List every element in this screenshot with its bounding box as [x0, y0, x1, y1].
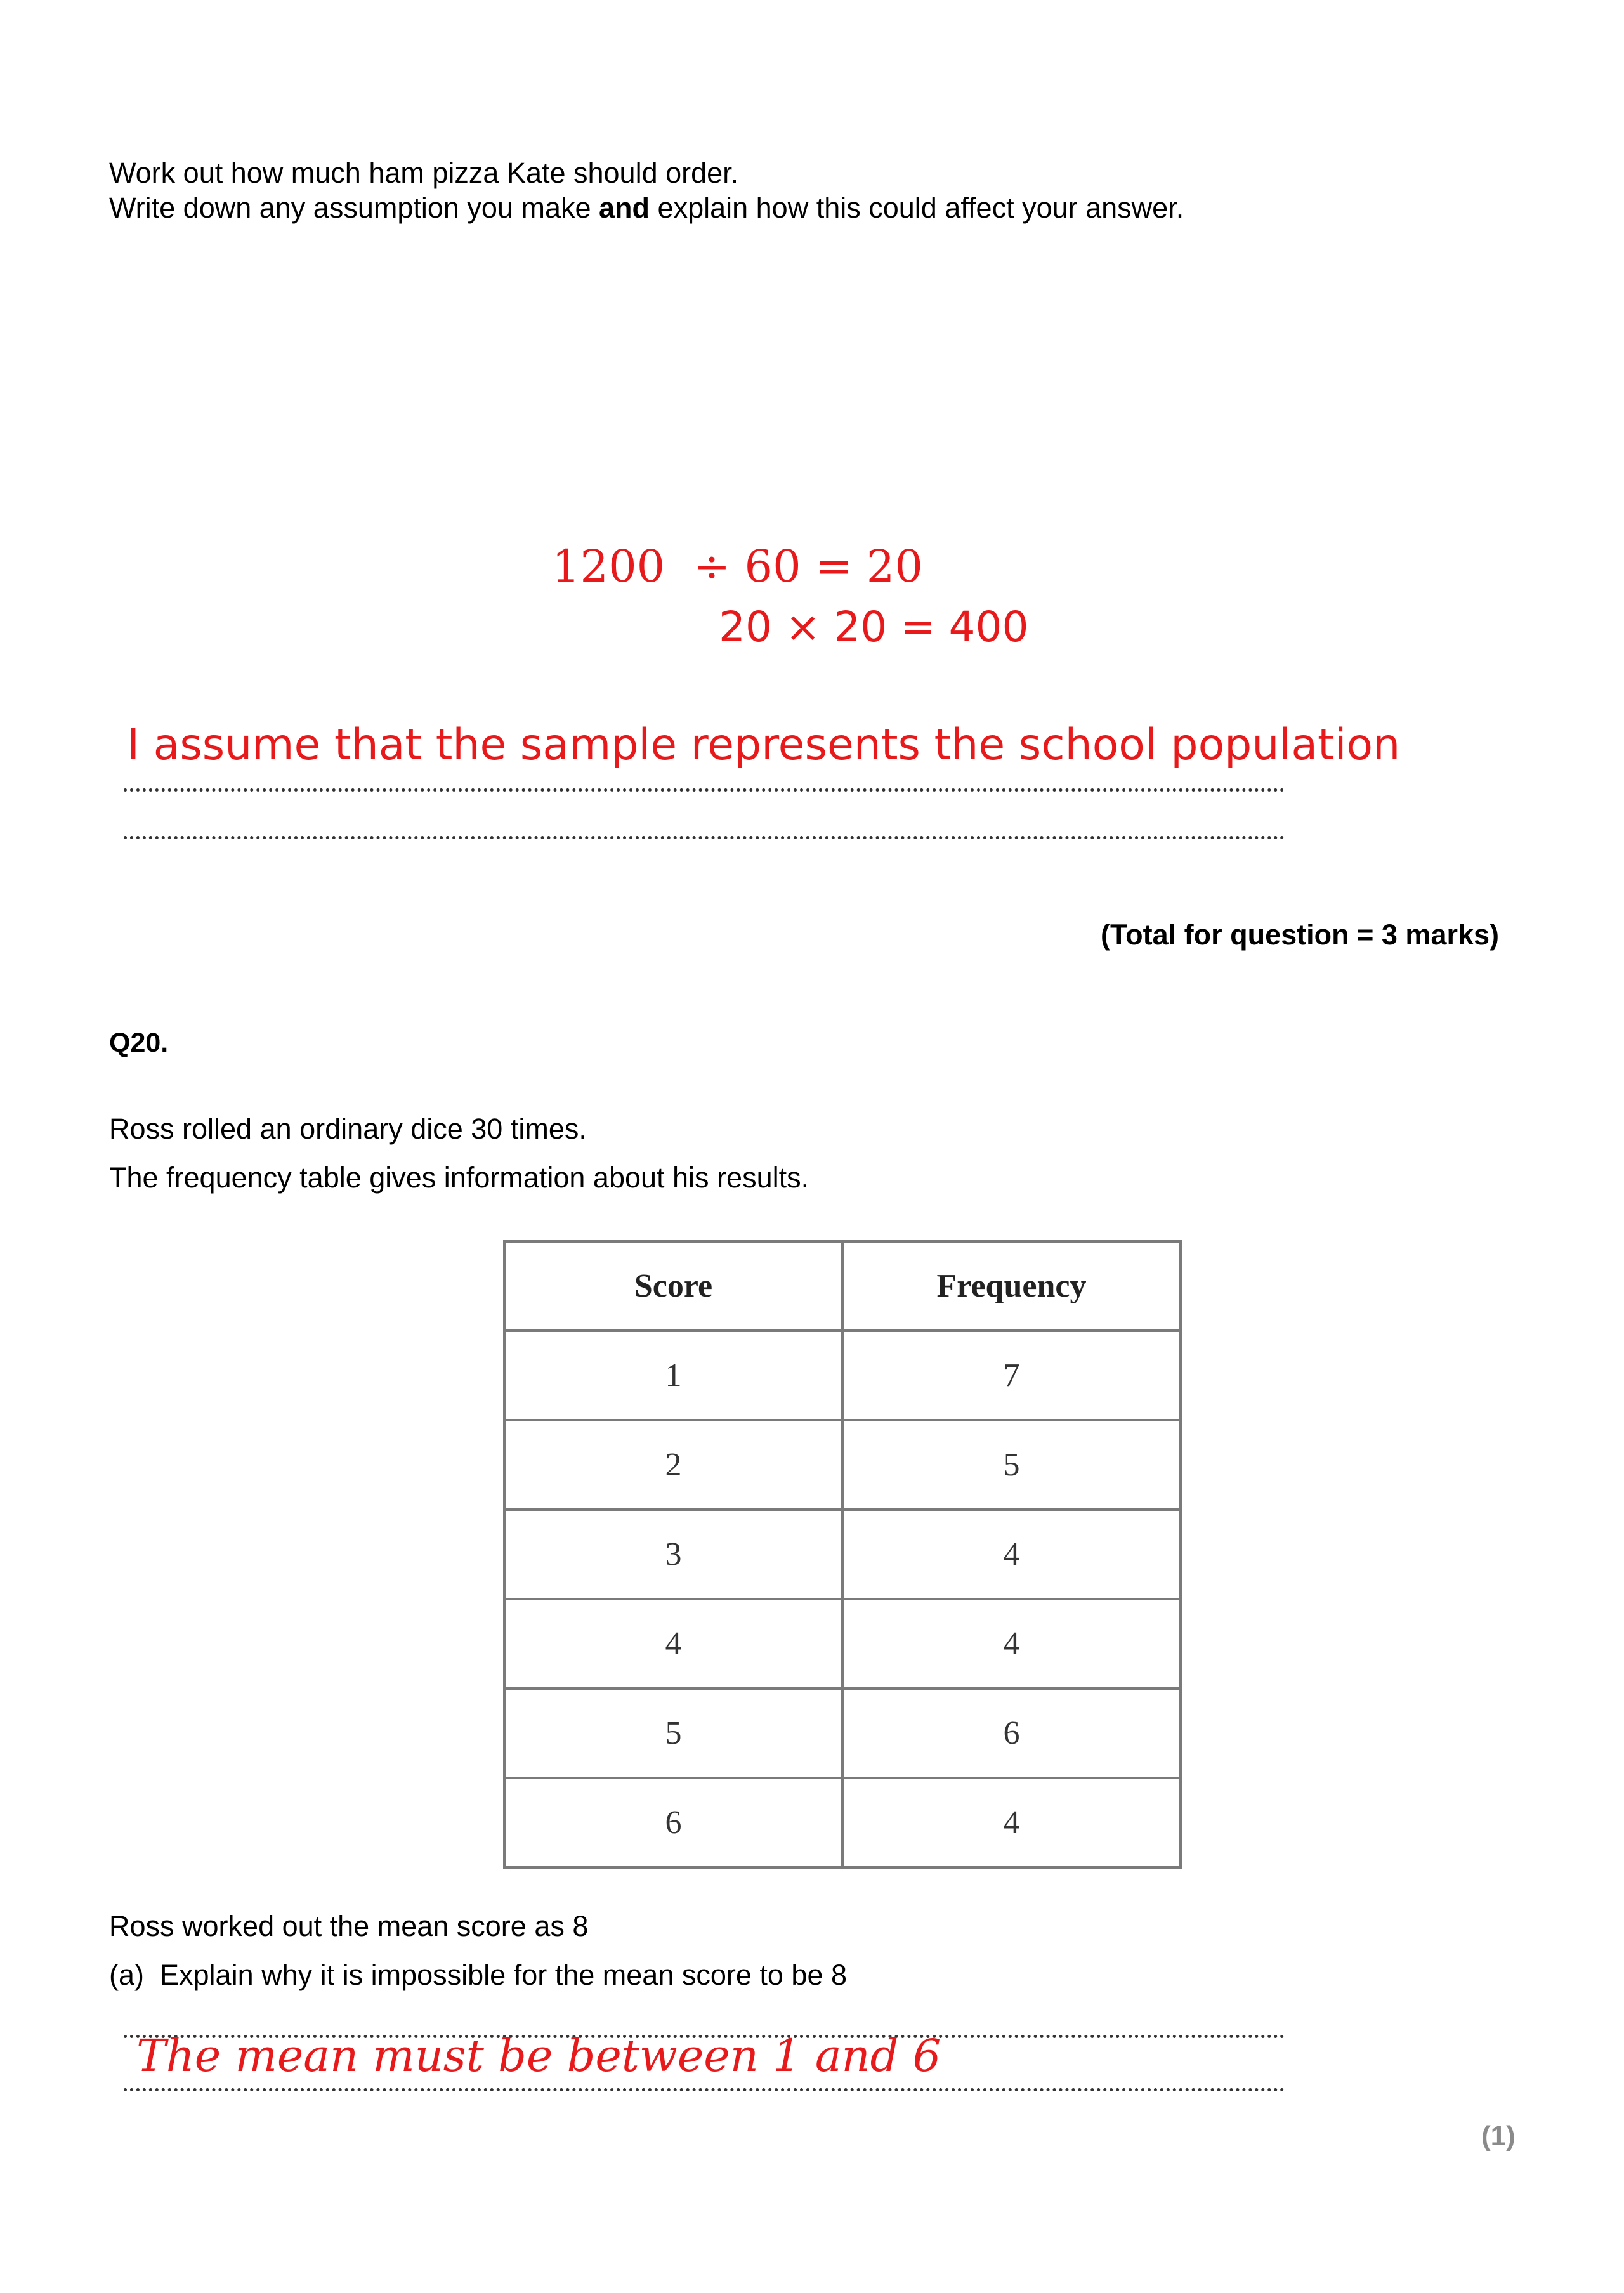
score-cell: 2: [504, 1420, 842, 1510]
table-header-row: [504, 1241, 1181, 1331]
answer-line-2: [124, 836, 1285, 839]
assumption-answer: I assume that the sample represents the school population: [127, 720, 1401, 770]
frequency-cell: 4: [842, 1778, 1181, 1867]
part-a-marks: (1): [1481, 2120, 1516, 2152]
table-row: [504, 1510, 1181, 1599]
question-line-1: Work out how much ham pizza Kate should order.: [109, 157, 739, 189]
score-cell: 6: [504, 1778, 842, 1867]
calculation-multiplication: 20 × 20 = 400: [719, 603, 1029, 651]
table-row: [504, 1778, 1181, 1867]
answer-line-1: [124, 788, 1285, 792]
table-row: [504, 1331, 1181, 1420]
table-row: [504, 1420, 1181, 1510]
calculation-division: 1200 ÷ 60 = 20: [552, 540, 923, 592]
table-row: [504, 1689, 1181, 1778]
q20-line-2: The frequency table gives information about his results.: [109, 1161, 809, 1194]
frequency-cell: 4: [842, 1510, 1181, 1599]
total-marks: (Total for question = 3 marks): [1101, 918, 1500, 951]
frequency-cell: 5: [842, 1420, 1181, 1510]
part-a-answer: The mean must be between 1 and 6: [136, 2030, 941, 2082]
part-a-question: (a) Explain why it is impossible for the mean score to be 8: [109, 1959, 848, 1991]
score-cell: 5: [504, 1689, 842, 1778]
table-row: [504, 1599, 1181, 1689]
answer-line-a-bottom: [124, 2088, 1285, 2091]
score-cell: 4: [504, 1599, 842, 1689]
question-line-2-end: explain how this could affect your answer.: [650, 192, 1184, 224]
frequency-cell: 4: [842, 1599, 1181, 1689]
question-line-2-bold: and: [599, 192, 650, 224]
frequency-table: [503, 1240, 1182, 1869]
question-number: Q20.: [109, 1028, 169, 1058]
question-line-2: [109, 190, 1184, 226]
question-line-2-start: Write down any assumption you make: [109, 192, 599, 224]
score-cell: 1: [504, 1331, 842, 1420]
header-frequency: Frequency: [842, 1241, 1181, 1331]
frequency-cell: 7: [842, 1331, 1181, 1420]
mean-statement: Ross worked out the mean score as 8: [109, 1910, 589, 1942]
header-score: Score: [504, 1241, 842, 1331]
frequency-cell: 6: [842, 1689, 1181, 1778]
score-cell: 3: [504, 1510, 842, 1599]
q20-line-1: Ross rolled an ordinary dice 30 times.: [109, 1113, 587, 1145]
